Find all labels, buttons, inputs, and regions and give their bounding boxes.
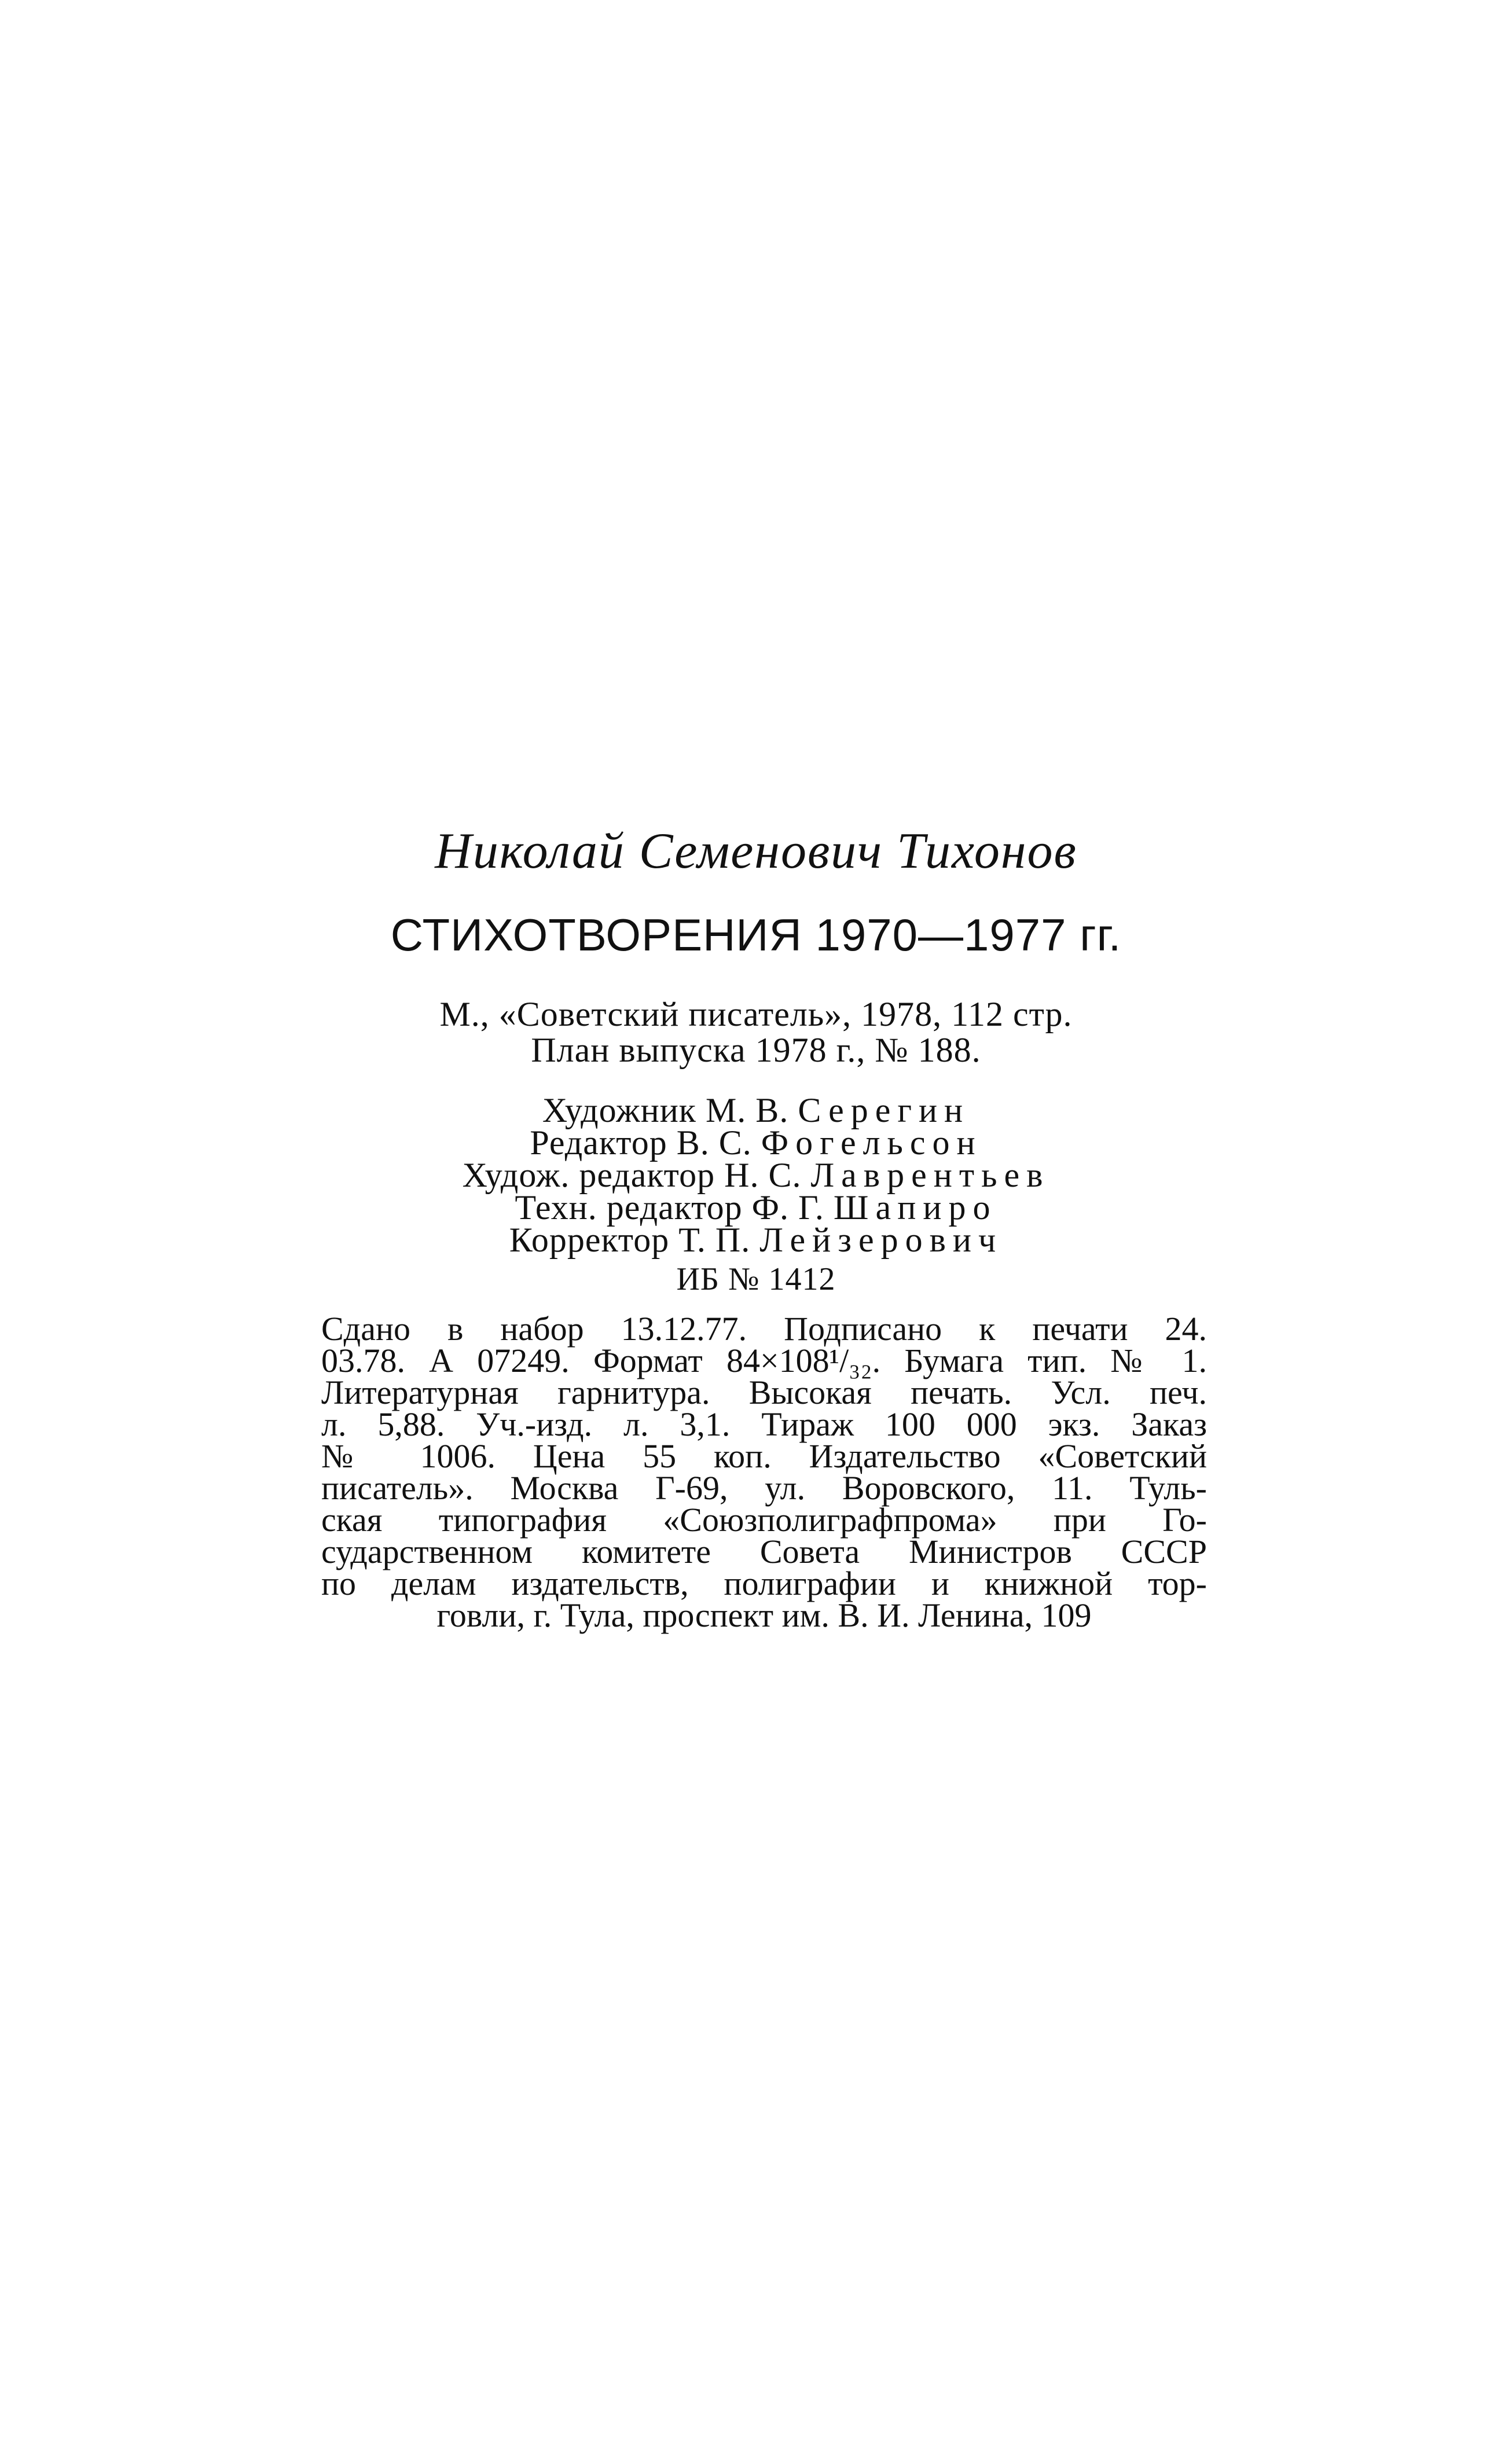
imprint-line: писатель». Москва Г-69, ул. Воровского, 11. Туль- — [321, 1469, 1207, 1507]
imprint-line: ская типография «Союзполиграфпрома» при Го- — [321, 1501, 1207, 1539]
imprint-line: 03.78. А 07249. Формат 84×108¹/₃₂. Бумага тип. № 1. — [321, 1342, 1207, 1379]
release-plan-line: План выпуска 1978 г., № 188. — [531, 1031, 981, 1069]
credit-role: Художник — [542, 1091, 696, 1129]
imprint-line: Сдано в набор 13.12.77. Подписано к печати 24. — [321, 1310, 1207, 1348]
credit-role: Редактор — [530, 1124, 667, 1162]
ib-number: ИБ № 1412 — [676, 1261, 836, 1297]
credit-tech-editor — [0, 1188, 1512, 1227]
imprint-line: говли, г. Тула, проспект им. В. И. Ленина, 109 — [436, 1596, 1092, 1634]
credit-surname: Серегин — [798, 1091, 970, 1129]
credit-initials: Н. С. — [724, 1156, 802, 1194]
imprint-line: сударственном комитете Совета Министров СССР — [321, 1533, 1207, 1570]
credit-initials: В. С. — [676, 1124, 752, 1162]
credit-role: Корректор — [509, 1221, 670, 1259]
credit-surname: Лейзерович — [759, 1221, 1003, 1259]
credit-initials: Т. П. — [678, 1221, 751, 1259]
credit-initials: Ф. Г. — [751, 1188, 824, 1227]
author-name: Николай Семенович Тихонов — [435, 823, 1077, 879]
imprint-line: л. 5,88. Уч.-изд. л. 3,1. Тираж 100 000 экз. Заказ — [321, 1405, 1207, 1443]
credit-artist — [0, 1091, 1512, 1129]
imprint-line: Литературная гарнитура. Высокая печать. Усл. печ. — [321, 1374, 1207, 1411]
imprint-line: № 1006. Цена 55 коп. Издательство «Советский — [321, 1437, 1207, 1475]
credit-surname: Фогельсон — [761, 1124, 982, 1162]
imprint-block — [321, 1310, 1207, 1634]
book-title: СТИХОТВОРЕНИЯ 1970—1977 гг. — [390, 909, 1122, 960]
credit-initials: М. В. — [705, 1091, 789, 1129]
credit-role: Техн. редактор — [515, 1188, 743, 1227]
credit-art-editor — [0, 1156, 1512, 1194]
credit-surname: Шапиро — [833, 1188, 997, 1227]
publisher-line: М., «Советский писатель», 1978, 112 стр. — [439, 995, 1073, 1033]
imprint-line: по делам издательств, полиграфии и книжной тор- — [321, 1565, 1207, 1602]
credit-editor — [0, 1124, 1512, 1162]
credit-surname: Лаврентьев — [810, 1156, 1050, 1194]
credit-role: Худож. редактор — [462, 1156, 715, 1194]
credit-proofreader — [0, 1221, 1512, 1259]
credits-block — [0, 1091, 1512, 1259]
